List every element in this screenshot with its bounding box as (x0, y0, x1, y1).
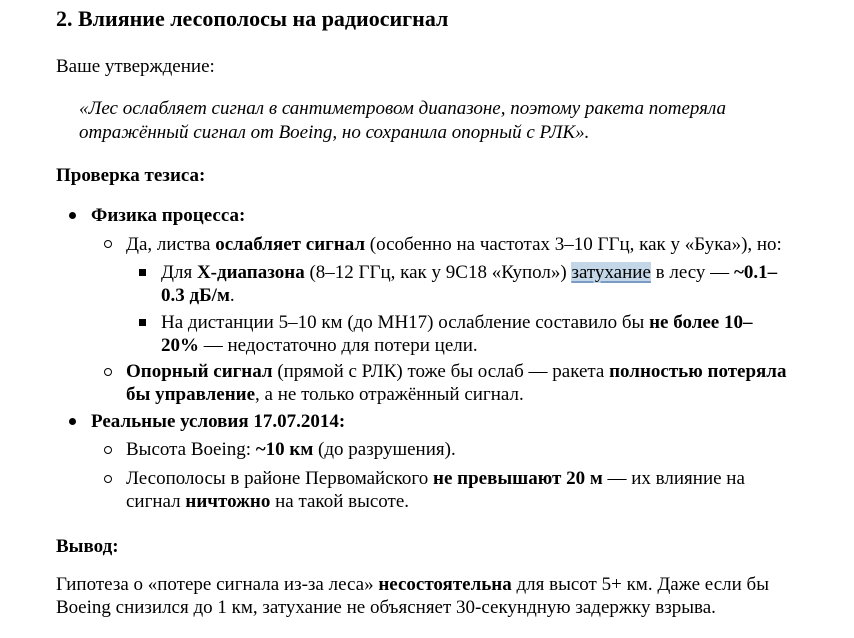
physics-item-2-line-2 (126, 383, 524, 407)
conclusion-line-2: Boeing снизился до 1 км, затухание не объясняет 30-секундную задержку взрыва. (56, 597, 716, 618)
check-heading (56, 164, 205, 188)
text-segment: в лесу — (650, 262, 734, 283)
text-segment: — недостаточно для потери цели. (199, 335, 478, 356)
bullet-circle-icon (104, 475, 112, 483)
intro-text: Ваше утверждение: (56, 56, 215, 77)
text-segment: (особенно на частотах 3–10 ГГц, как у «Бука»), но: (365, 234, 782, 255)
bold-segment: полностью потеряла (609, 361, 787, 382)
text-segment: (прямой с РЛК) тоже бы ослаб — ракета (272, 361, 610, 382)
conclusion-line-1 (56, 573, 769, 597)
section-title: 2. Влияние лесополосы на радиосигнал (56, 6, 449, 31)
conditions-item-2-line-2 (126, 490, 409, 514)
text-segment: на такой высоте. (270, 491, 410, 512)
quote-line-1: «Лес ослабляет сигнал в сантиметровом диапазоне, поэтому ракета потеряла (79, 98, 726, 119)
physics-sub-1-line-2 (161, 284, 235, 308)
highlighted-word: затухание (571, 262, 651, 283)
conditions-label-text: Реальные условия 17.07.2014: (91, 411, 346, 432)
bold-segment: не более 10– (649, 312, 753, 333)
bold-segment: Опорный сигнал (126, 361, 273, 382)
bullet-disc-icon (69, 418, 76, 425)
bullet-circle-icon (104, 368, 112, 376)
text-segment: — их влияние на (602, 468, 745, 489)
physics-item-1 (126, 233, 782, 257)
conclusion-heading-text: Вывод: (56, 536, 119, 557)
bold-segment: ослабляет сигнал (215, 234, 366, 255)
text-segment: Лесополосы в районе Первомайского (126, 468, 433, 489)
bullet-square-icon (139, 269, 146, 276)
bold-segment: ~0.1– (733, 262, 778, 283)
text-segment: (до разрушения). (313, 439, 456, 460)
bold-segment: не превышают 20 м (433, 468, 603, 489)
text-segment: Да, листва (126, 234, 216, 255)
bullet-circle-icon (104, 240, 112, 248)
text-segment: Гипотеза о «потере сигнала из-за леса» (56, 574, 379, 595)
text-segment: сигнал (126, 491, 186, 512)
bold-segment: ничтожно (185, 491, 271, 512)
conclusion-heading (56, 535, 119, 559)
bold-segment: X-диапазона (196, 262, 305, 283)
conditions-item-1 (126, 438, 456, 462)
bullet-circle-icon (104, 446, 112, 454)
bold-segment: несостоятельна (378, 574, 512, 595)
conditions-label (91, 410, 345, 434)
bold-segment: 0.3 дБ/м (161, 285, 230, 306)
physics-label-text: Физика процесса: (91, 205, 246, 226)
conditions-item-2-line-1 (126, 467, 745, 491)
physics-item-2-line-1 (126, 360, 786, 384)
text-segment: Для (161, 262, 197, 283)
bold-segment: бы управление (126, 384, 256, 405)
bold-segment: 20% (161, 335, 199, 356)
physics-sub-2-line-1 (161, 311, 752, 335)
text-segment: , а не только отражённый сигнал. (255, 384, 524, 405)
physics-label (91, 204, 245, 228)
physics-sub-2-line-2 (161, 334, 478, 358)
bullet-disc-icon (69, 212, 76, 219)
physics-sub-1-line-1 (161, 261, 777, 285)
text-segment: Высота Boeing: (126, 439, 256, 460)
bullet-square-icon (139, 319, 146, 326)
text-segment: На дистанции 5–10 км (до МН17) ослабление составило бы (161, 312, 650, 333)
bold-segment: ~10 км (255, 439, 314, 460)
quote-line-2: отражённый сигнал от Boeing, но сохранила опорный с РЛК». (79, 122, 590, 143)
text-segment: (8–12 ГГц, как у 9С18 «Купол») (304, 262, 572, 283)
text-segment: для высот 5+ км. Даже если бы (511, 574, 769, 595)
text-segment: . (229, 285, 235, 306)
check-heading-text: Проверка тезиса: (56, 165, 206, 186)
